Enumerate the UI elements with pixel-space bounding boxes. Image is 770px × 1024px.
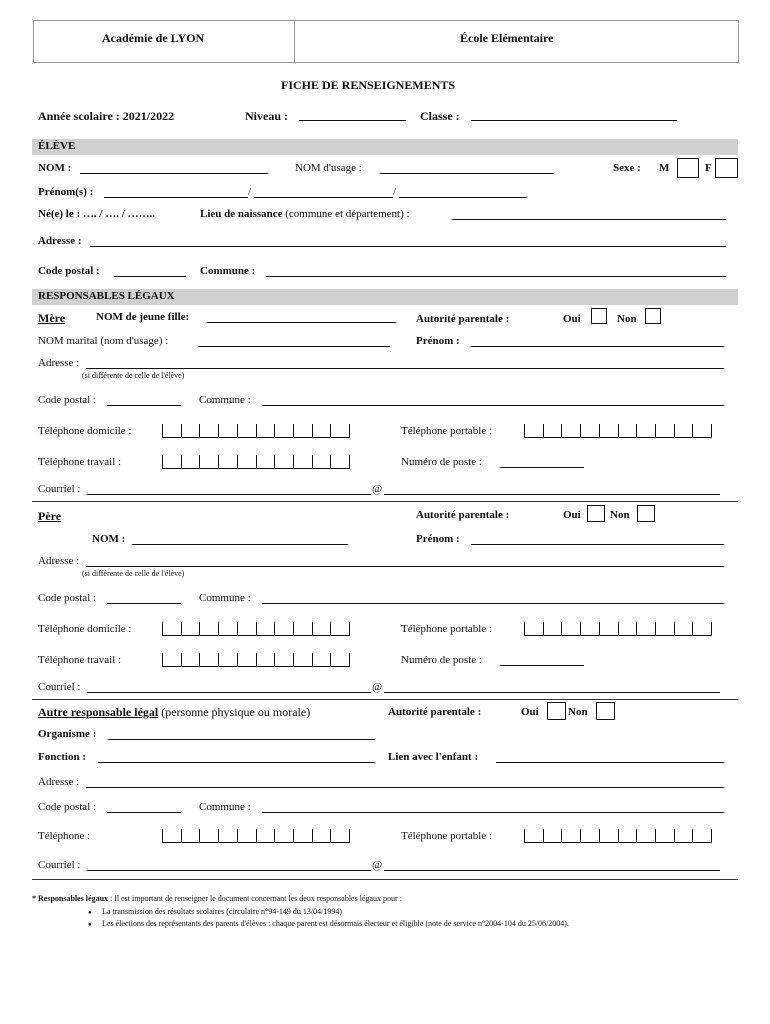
commune-eleve-field[interactable]: [266, 276, 726, 277]
mere-prenom-label: Prénom :: [416, 335, 460, 347]
pere-num-poste-label: Numéro de poste :: [401, 654, 482, 666]
classe-field[interactable]: [471, 120, 677, 121]
autre-courriel-user-field[interactable]: [87, 870, 371, 871]
organisme-label: Organisme :: [38, 728, 97, 740]
fonction-field[interactable]: [98, 762, 375, 763]
mere-code-postal-field[interactable]: [107, 405, 181, 406]
sexe-m-label: M: [659, 162, 670, 174]
mere-commune-label: Commune :: [199, 394, 251, 406]
sexe-label: Sexe :: [613, 162, 641, 174]
pere-tel-domicile-label: Téléphone domicile :: [38, 623, 132, 635]
nom-jeune-fille-label: NOM de jeune fille:: [96, 311, 190, 323]
separator-pere-autre: [32, 699, 738, 700]
pere-tel-portable-field[interactable]: [524, 622, 712, 636]
footnote-item: ● La transmission des résultats scolaires (circulaire n°94-149 du 13/04/1994): [88, 906, 569, 918]
code-postal-eleve-label: Code postal :: [38, 265, 100, 277]
pere-commune-label: Commune :: [199, 592, 251, 604]
prenom1-field[interactable]: [104, 197, 248, 198]
autre-commune-field[interactable]: [262, 812, 724, 813]
prenom-slash-2: /: [393, 186, 397, 198]
autre-tel-portable-label: Téléphone portable :: [401, 830, 493, 842]
pere-tel-domicile-field[interactable]: [162, 622, 350, 636]
mere-courriel-domain-field[interactable]: [384, 494, 720, 495]
section-responsables-title: RESPONSABLES LÉGAUX: [38, 290, 175, 302]
nom-label: NOM :: [38, 162, 72, 174]
prenom3-field[interactable]: [399, 197, 527, 198]
autre-at-sign: @: [372, 859, 383, 871]
footnote-lead-bold: * Responsables légaux: [32, 894, 109, 903]
commune-eleve-label: Commune :: [200, 265, 256, 277]
nom-marital-field[interactable]: [198, 346, 390, 347]
pere-courriel-user-field[interactable]: [87, 692, 371, 693]
pere-adresse-label: Adresse :: [38, 555, 80, 567]
mere-at-sign: @: [372, 483, 383, 495]
pere-tel-travail-label: Téléphone travail :: [38, 654, 122, 666]
fonction-label: Fonction :: [38, 751, 86, 763]
header-divider: [294, 21, 295, 62]
mere-adresse-field[interactable]: [86, 368, 724, 369]
adresse-eleve-field[interactable]: [90, 246, 726, 247]
mere-code-postal-label: Code postal :: [38, 394, 97, 406]
autre-telephone-field[interactable]: [162, 829, 350, 843]
page-title: FICHE DE RENSEIGNEMENTS: [281, 78, 456, 92]
organisme-field[interactable]: [108, 739, 375, 740]
sexe-f-checkbox[interactable]: [715, 158, 738, 178]
mere-tel-travail-field[interactable]: [162, 455, 350, 469]
sexe-f-label: F: [705, 162, 712, 174]
pere-non-label: Non: [610, 509, 630, 521]
footnote-lead-text: : Il est important de renseigner le document concernant les deux responsables légaux pour :: [108, 894, 402, 903]
pere-courriel-label: Courriel :: [38, 681, 81, 693]
mere-num-poste-field[interactable]: [500, 467, 584, 468]
autre-oui-checkbox[interactable]: [547, 702, 566, 720]
mere-courriel-label: Courriel :: [38, 483, 81, 495]
pere-adresse-field[interactable]: [86, 566, 724, 567]
pere-at-sign: @: [372, 681, 383, 693]
autre-subtitle: (personne physique ou morale): [161, 705, 311, 719]
pere-prenom-label: Prénom :: [416, 533, 460, 545]
pere-nom-label: NOM :: [92, 533, 126, 545]
mere-title: Mère: [38, 311, 66, 325]
niveau-field[interactable]: [299, 120, 406, 121]
pere-oui-checkbox[interactable]: [587, 505, 605, 522]
pere-num-poste-field[interactable]: [500, 665, 584, 666]
mere-tel-domicile-field[interactable]: [162, 424, 350, 438]
mere-adresse-label: Adresse :: [38, 357, 80, 369]
prenoms-label: Prénom(s) :: [38, 186, 94, 198]
pere-nom-field[interactable]: [132, 544, 348, 545]
section-bar-eleve: [32, 139, 738, 155]
mere-non-checkbox[interactable]: [645, 308, 661, 324]
pere-tel-travail-field[interactable]: [162, 653, 350, 667]
pere-code-postal-label: Code postal :: [38, 592, 97, 604]
lien-enfant-field[interactable]: [496, 762, 724, 763]
autre-code-postal-field[interactable]: [107, 812, 181, 813]
mere-tel-portable-label: Téléphone portable :: [401, 425, 493, 437]
nom-field[interactable]: [80, 173, 268, 174]
pere-tel-portable-label: Téléphone portable :: [401, 623, 493, 635]
mere-oui-label: Oui: [563, 313, 581, 325]
mere-autorite-label: Autorité parentale :: [416, 313, 510, 325]
classe-label: Classe :: [420, 109, 460, 123]
prenom2-field[interactable]: [254, 197, 393, 198]
autre-autorite-label: Autorité parentale :: [388, 706, 482, 718]
mere-adresse-note: (si différente de celle de l'élève): [82, 371, 185, 380]
adresse-eleve-label: Adresse :: [38, 235, 82, 247]
pere-commune-field[interactable]: [262, 603, 724, 604]
mere-oui-checkbox[interactable]: [591, 308, 607, 324]
ecole-label: École Elémentaire: [460, 31, 554, 45]
mere-num-poste-label: Numéro de poste :: [401, 456, 482, 468]
nom-jeune-fille-field[interactable]: [207, 322, 396, 323]
lieu-naissance-field[interactable]: [452, 219, 726, 220]
nom-usage-label: NOM d'usage :: [295, 162, 362, 174]
mere-tel-travail-label: Téléphone travail :: [38, 456, 122, 468]
autre-courriel-domain-field[interactable]: [384, 870, 720, 871]
niveau-label: Niveau :: [245, 109, 288, 123]
date-naissance-label: Né(e) le : …. / …. / ……..: [38, 208, 155, 220]
autre-code-postal-label: Code postal :: [38, 801, 97, 813]
mere-courriel-user-field[interactable]: [87, 494, 371, 495]
pere-adresse-note: (si différente de celle de l'élève): [82, 569, 185, 578]
lien-enfant-label: Lien avec l'enfant :: [388, 751, 479, 763]
autre-title: Autre responsable légal: [38, 705, 159, 719]
separator-mere-pere: [32, 501, 738, 502]
autre-courriel-label: Courriel :: [38, 859, 81, 871]
sexe-m-checkbox[interactable]: [677, 158, 699, 178]
pere-oui-label: Oui: [563, 509, 581, 521]
annee-scolaire: Année scolaire : 2021/2022: [38, 109, 175, 123]
pere-non-checkbox[interactable]: [637, 505, 655, 522]
mere-tel-portable-field[interactable]: [524, 424, 712, 438]
pere-autorite-label: Autorité parentale :: [416, 509, 510, 521]
separator-footnote: [32, 879, 738, 880]
lieu-naissance-detail: (commune et département) :: [285, 208, 410, 220]
autre-tel-portable-field[interactable]: [524, 829, 712, 843]
autre-non-label: Non: [568, 706, 588, 718]
autre-oui-label: Oui: [521, 706, 539, 718]
lieu-naissance-label: Lieu de naissance: [200, 208, 283, 220]
nom-marital-label: NOM marital (nom d'usage) :: [38, 335, 169, 347]
autre-non-checkbox[interactable]: [596, 702, 615, 720]
mere-tel-domicile-label: Téléphone domicile :: [38, 425, 132, 437]
autre-telephone-label: Téléphone :: [38, 830, 91, 842]
nom-usage-field[interactable]: [380, 173, 554, 174]
autre-adresse-field[interactable]: [86, 787, 724, 788]
section-eleve-title: ÉLÈVE: [38, 140, 76, 152]
pere-title: Père: [38, 509, 62, 523]
prenom-slash-1: /: [248, 186, 252, 198]
pere-courriel-domain-field[interactable]: [384, 692, 720, 693]
pere-code-postal-field[interactable]: [107, 603, 181, 604]
mere-non-label: Non: [617, 313, 637, 325]
pere-prenom-field[interactable]: [471, 544, 724, 545]
mere-commune-field[interactable]: [262, 405, 724, 406]
footnote-item: ● Les élections des représentants des parents d'élèves : chaque parent est désormais électeur et éligible (note de service n°2004-104 du 25/06/2004).: [88, 918, 569, 930]
academie-label: Académie de LYON: [102, 31, 205, 45]
autre-adresse-label: Adresse :: [38, 776, 80, 788]
footnote-lead: [32, 894, 402, 903]
footnote-list: [88, 906, 569, 930]
mere-prenom-field[interactable]: [471, 346, 724, 347]
code-postal-eleve-field[interactable]: [114, 276, 186, 277]
autre-commune-label: Commune :: [199, 801, 251, 813]
